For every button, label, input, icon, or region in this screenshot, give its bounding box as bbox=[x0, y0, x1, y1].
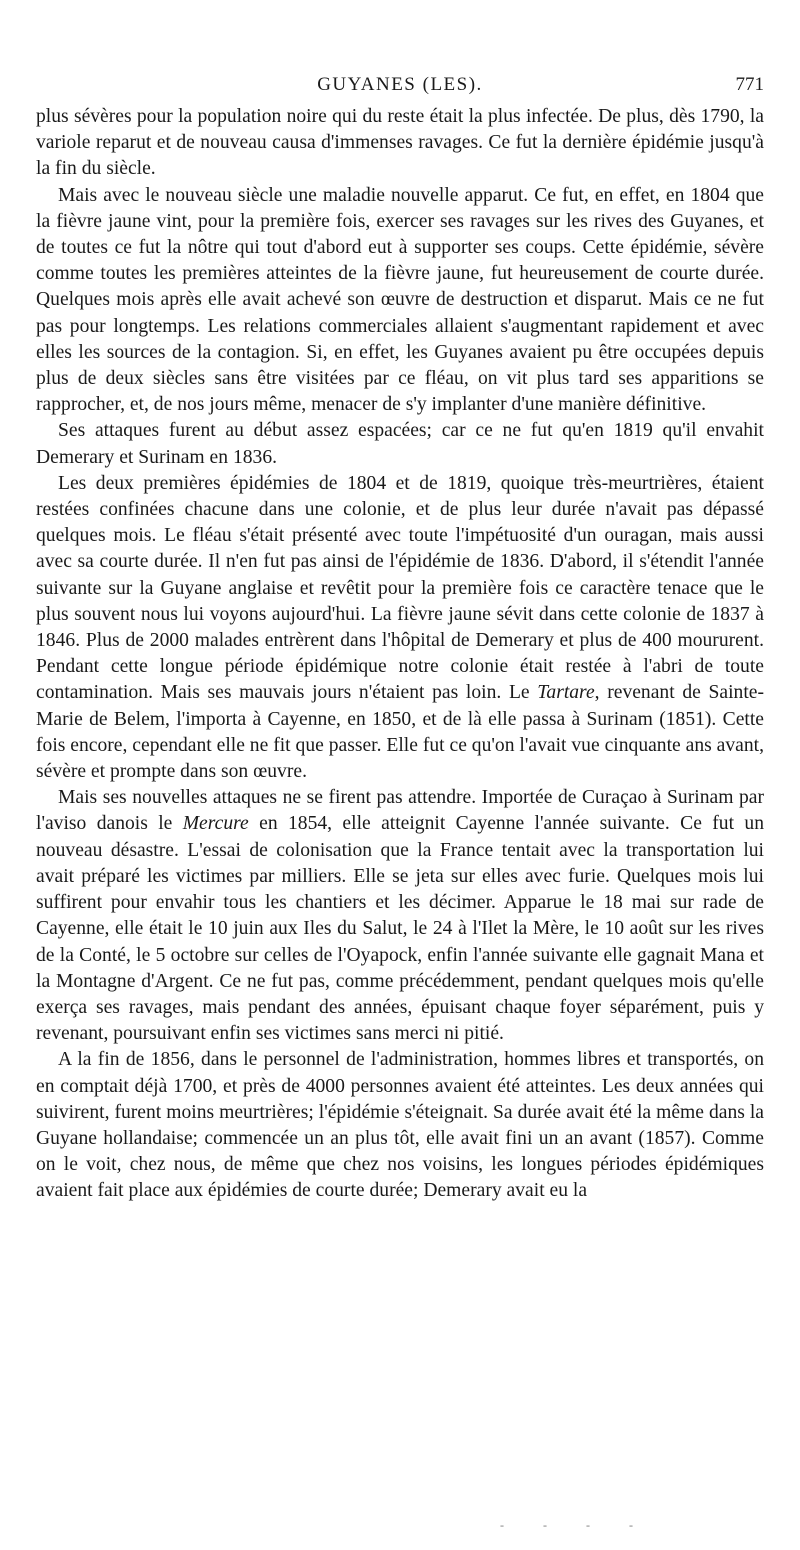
body-text bbox=[36, 104, 764, 1205]
ship-name: Mercure bbox=[182, 813, 249, 835]
running-title: GUYANES (LES). bbox=[317, 74, 483, 95]
paragraph: A la fin de 1856, dans le personnel de l'administration, hommes libres et transportés, on en comptait déjà 1700, et près de 4000 personnes avaient été atteintes. Les deux années qui suivirent, furent moins meurtrières; l'épidémie s'éteignait. Sa durée avait été la même dans la Guyane hollandaise; commencée un an plus tôt, elle avait fini un an avant (1857). Comme on le voit, chez nous, de même que chez nos voisins, les longues périodes épidémiques avaient fait place aux épidémies de courte durée; Demerary avait eu la bbox=[36, 1049, 764, 1202]
paragraph: plus sévères pour la population noire qui du reste était la plus infectée. De plus, dès 1790, la variole reparut et de nouveau causa d'immenses ravages. Ce fut la dernière épidémie jusqu'à la fin du siècle. bbox=[36, 106, 764, 180]
page-header bbox=[36, 74, 764, 100]
paragraph-text: Mais ses nouvelles attaques ne se firent pas attendre. Importée de Curaçao à Surinam par l'aviso danois le bbox=[36, 787, 764, 835]
paragraph-text: , revenant de Sainte-Marie de Belem, l'importa à Cayenne, en 1850, et de là elle passa à Surinam (1851). Cette fois encore, cependant elle ne fit que passer. Elle fut ce qu'on l'avait vue cinquante ans avant, sévère et prompte dans son œuvre. bbox=[36, 682, 764, 783]
paragraph: Ses attaques furent au début assez espacées; car ce ne fut qu'en 1819 qu'il envahit Demerary et Surinam en 1836. bbox=[36, 420, 764, 468]
ship-name: Tartare bbox=[537, 682, 595, 704]
paragraph-text: en 1854, elle atteignit Cayenne l'année suivante. Ce fut un nouveau désastre. L'essai de colonisation que la France tentait avec la transportation lui avait préparé les victimes par milliers. Elle se jeta sur elles avec furie. Quelques mois lui suffirent pour envahir tous les chantiers et les décimer. Apparue le 18 mai sur rade de Cayenne, elle était le 10 juin aux Iles du Salut, le 24 à l'Ilet la Mère, le 10 août sur les rives de la Conté, le 5 octobre sur celles de l'Oyapock, enfin l'année suivante elle gagnait Mana et la Montagne d'Argent. Ce ne fut pas, comme précédemment, pendant quelques mois qu'elle exerça ses ravages, mais pendant des années, épuisant chaque foyer séparément, puis y revenant, poursuivant enfin ses victimes sans merci ni pitié. bbox=[36, 813, 765, 1045]
paragraph: Mais avec le nouveau siècle une maladie nouvelle apparut. Ce fut, en effet, en 1804 que la fièvre jaune vint, pour la première fois, exercer ses ravages sur les rives des Guyanes, et de toutes ce fut la nôtre qui tout d'abord eut à supporter ses coups. Cette épidémie, sévère comme toutes les premières atteintes de la fièvre jaune, fut heureusement de courte durée. Quelques mois après elle avait achevé son œuvre de destruction et disparut. Mais ce ne fut pas pour longtemps. Les relations commerciales allaient s'augmentant rapidement et avec elles les sources de la contagion. Si, en effet, les Guyanes avaient pu être occupées depuis plus de deux siècles sans être visitées par ce fléau, on vit plus tard ses apparitions se rapprocher, et, de nos jours même, menacer de s'y implanter d'une manière définitive. bbox=[36, 184, 764, 416]
document-page bbox=[36, 74, 764, 1205]
page-number: 771 bbox=[735, 74, 764, 95]
paragraph bbox=[36, 471, 764, 785]
scan-artifact-marks: - - - - bbox=[500, 1518, 651, 1532]
paragraph-text: Les deux premières épidémies de 1804 et de 1819, quoique très-meurtrières, étaient restées confinées chacune dans une colonie, et de plus leur durée n'avait pas dépassé quelques mois. Le fléau s'était présenté avec toute l'impétuosité d'un ouragan, mais aussi avec sa courte durée. Il n'en fut pas ainsi de l'épidémie de 1836. D'abord, il s'étendit l'année suivante sur la Guyane anglaise et revêtit pour la première fois ce caractère tenace que le plus souvent nous lui voyons aujourd'hui. La fièvre jaune sévit dans cette colonie de 1837 à 1846. Plus de 2000 malades entrèrent dans l'hôpital de Demerary et plus de 400 moururent. Pendant cette longue période épidémique notre colonie était restée à l'abri de toute contamination. Mais ses mauvais jours n'étaient pas loin. Le bbox=[36, 472, 764, 704]
paragraph bbox=[36, 785, 764, 1047]
